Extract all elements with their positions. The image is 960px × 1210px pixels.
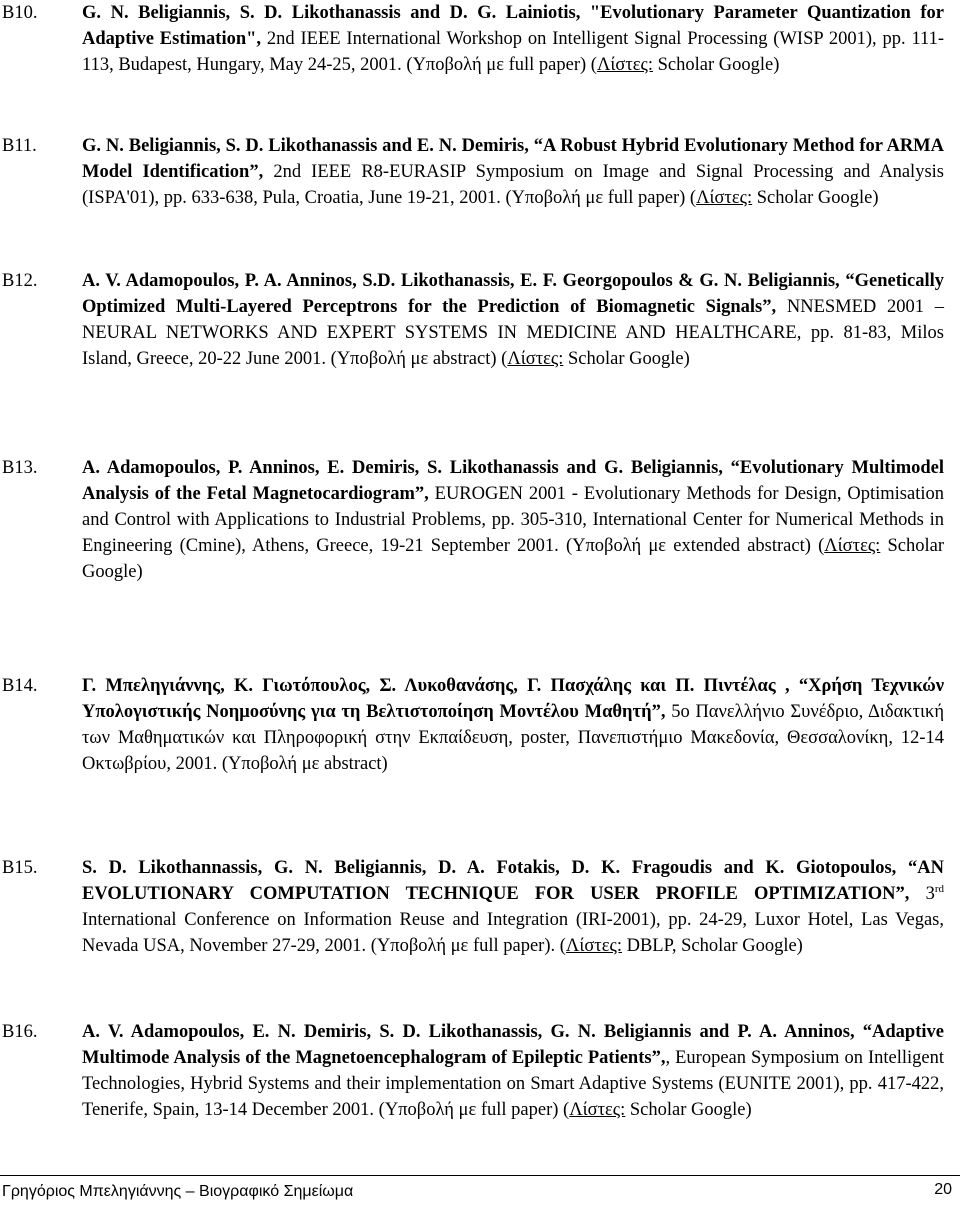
reference-venue-ordinal: 3 (909, 884, 935, 904)
submission-note: (Υποβολή με full paper) ( (505, 188, 697, 208)
lists-link[interactable]: Λίστες: (596, 55, 653, 75)
lists-link[interactable]: Λίστες: (569, 1100, 626, 1120)
reference-text (82, 133, 944, 211)
reference-venue: 5ο Πανελλήνιο Συνέδριο, Διδακτική των Μαθηματικών και Πληροφορική στην Εκπαίδευση, poster, Πανεπιστήμιο Μακεδονία, Θεσσαλονίκη, 12-14 Οκτωβρίου, 2001. (82, 702, 944, 774)
reference-text (82, 268, 944, 372)
reference-authors: G. N. Beligiannis, S. D. Likothanassis and E. N. Demiris, (82, 136, 529, 156)
reference-authors: A. V. Adamopoulos, P. A. Anninos, S.D. Likothanassis, E. F. Georgopoulos & G. N. Beligiannis, (82, 271, 840, 291)
reference-text (82, 855, 944, 959)
lists-value: Scholar Google) (563, 349, 690, 369)
reference-text (82, 0, 944, 78)
reference-id: B16. (2, 1022, 38, 1042)
reference-authors: Γ. Μπεληγιάννης, Κ. Γιωτόπουλος, Σ. Λυκοθανάσης, Γ. Πασχάλης και Π. Πιντέλας , (82, 676, 790, 696)
reference-title: “Genetically Optimized Multi-Layered Perceptrons for the Prediction of Biomagnetic Signals”, (82, 271, 944, 317)
lists-value: DBLP, Scholar Google) (621, 936, 803, 956)
reference-authors: A. Adamopoulos, P. Anninos, E. Demiris, S. Likothanassis and G. Beligiannis, (82, 458, 723, 478)
lists-link[interactable]: Λίστες: (565, 936, 622, 956)
ordinal-suffix: rd (934, 882, 944, 895)
reference-id: B12. (2, 271, 38, 291)
reference-text (82, 1019, 944, 1123)
submission-note: (Υποβολή με extended abstract) ( (565, 536, 825, 556)
lists-value: Scholar Google) (82, 536, 945, 582)
reference-title: “Adaptive Multimode Analysis of the Magnetoencephalogram of Epileptic Patients”, (82, 1022, 944, 1068)
reference-authors: S. D. Likothannassis, G. N. Beligiannis, D. A. Fotakis, D. K. Fragoudis and K. Giotopoulos, (82, 858, 897, 878)
lists-link[interactable]: Λίστες: (507, 349, 564, 369)
reference-title: “A Robust Hybrid Evolutionary Method for ARMA Model Identification”, (82, 136, 945, 182)
reference-text (82, 455, 944, 585)
submission-note: (Υποβολή με full paper) ( (406, 55, 597, 75)
reference-venue: EUROGEN 2001 - Evolutionary Methods for Design, Optimisation and Control with Applications to Industrial Problems, pp. 305-310, International Center for Numerical Methods in Engineering (Cmine), Athens, Greece, 19-21 September 2001. (82, 484, 944, 556)
lists-link[interactable]: Λίστες: (696, 188, 753, 208)
submission-note: (Υποβολή με abstract) ( (330, 349, 508, 369)
reference-title: “Χρήση Τεχνικών Υπολογιστικής Νοημοσύνης για τη Βελτιστοποίηση Μοντέλου Μαθητή”, (82, 676, 944, 722)
footer-divider (0, 1175, 960, 1176)
reference-id: B11. (2, 136, 37, 156)
reference-venue: 2nd IEEE International Workshop on Intelligent Signal Processing (WISP 2001), pp. 111-113, Budapest, Hungary, May 24-25, 2001. (82, 29, 944, 75)
lists-value: Scholar Google) (752, 188, 879, 208)
reference-venue: 2nd IEEE R8-EURASIP Symposium on Image and Signal Processing and Analysis (ISPA'01), pp. 633-638, Pula, Croatia, June 19-21, 2001. (82, 162, 944, 208)
reference-id: B15. (2, 858, 38, 878)
reference-title: “Evolutionary Multimodel Analysis of the Fetal Magnetocardiogram”, (82, 458, 944, 504)
reference-id: B13. (2, 458, 38, 478)
lists-value: Scholar Google) (653, 55, 780, 75)
submission-note: (Υποβολή με full paper). ( (370, 936, 566, 956)
reference-text (82, 673, 944, 777)
reference-title: “AN EVOLUTIONARY COMPUTATION TECHNIQUE FOR USER PROFILE OPTIMIZATION”, (82, 858, 944, 904)
reference-authors: A. V. Adamopoulos, E. N. Demiris, S. D. Likothanassis, G. N. Beligiannis and P. A. Anninos, (82, 1022, 855, 1042)
lists-link[interactable]: Λίστες: (824, 536, 881, 556)
reference-venue: , European Symposium on Intelligent Technologies, Hybrid Systems and their implementation on Smart Adaptive Systems (EUNITE 2001), pp. 417-422, Tenerife, Spain, 13-14 December 2001. (82, 1048, 944, 1120)
page-number: 20 (934, 1181, 952, 1198)
reference-authors-title: G. N. Beligiannis, S. D. Likothanassis and D. G. Lainiotis, "Evolutionary Parameter Quantization for Adaptive Estimation", (82, 3, 944, 49)
reference-venue: International Conference on Information Reuse and Integration (IRI-2001), pp. 24-29, Luxor Hotel, Las Vegas, Nevada USA, November 27-29, 2001. (82, 910, 944, 956)
footer-text: Γρηγόριος Μπεληγιάννης – Βιογραφικό Σημείωμα (2, 1183, 354, 1200)
submission-note: (Υποβολή με full paper) ( (378, 1100, 570, 1120)
reference-id: B14. (2, 676, 38, 696)
reference-venue: NNESMED 2001 – NEURAL NETWORKS AND EXPERT SYSTEMS IN MEDICINE AND HEALTHCARE, pp. 81-83, Milos Island, Greece, 20-22 June 2001. (82, 297, 944, 369)
submission-note: (Υποβολή με abstract) (221, 754, 388, 774)
lists-value: Scholar Google) (625, 1100, 752, 1120)
reference-id: B10. (2, 3, 38, 23)
